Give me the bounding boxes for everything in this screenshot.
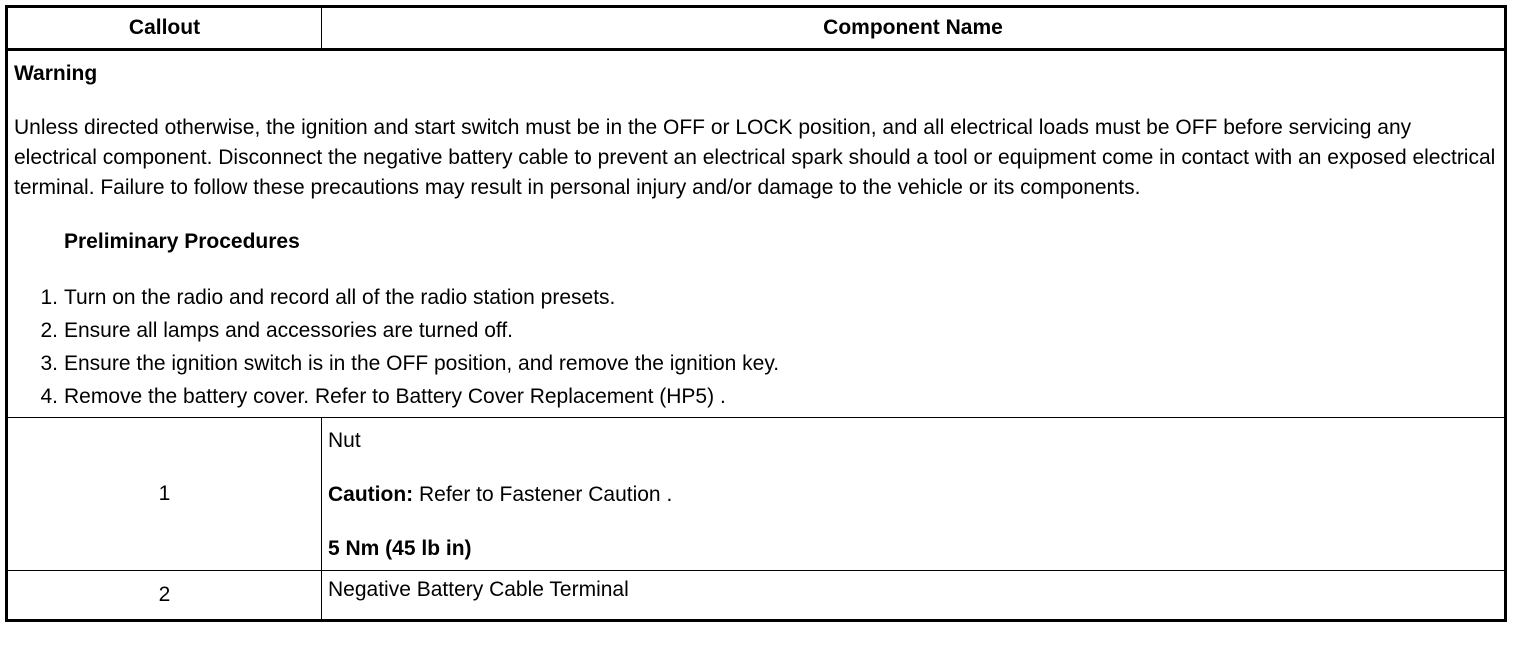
component-table bbox=[5, 5, 1507, 622]
component-name-cell bbox=[322, 571, 1506, 621]
caution-text: Refer to Fastener Caution . bbox=[413, 483, 673, 506]
component-name-cell bbox=[322, 418, 1506, 571]
caution-label: Caution: bbox=[328, 483, 414, 506]
component-name: Negative Battery Cable Terminal bbox=[328, 578, 629, 601]
step-text: Ensure all lamps and accessories are turned off. bbox=[64, 319, 514, 342]
list-item bbox=[14, 281, 1498, 314]
step-number: 1. bbox=[40, 286, 58, 309]
table-row bbox=[7, 418, 1506, 571]
step-number: 2. bbox=[40, 319, 58, 342]
caution-line bbox=[328, 480, 1498, 510]
preliminary-steps-list bbox=[14, 281, 1498, 413]
callout-cell: 2 bbox=[7, 571, 322, 621]
table-row bbox=[7, 571, 1506, 621]
header-component-name: Component Name bbox=[322, 7, 1506, 50]
list-item bbox=[14, 314, 1498, 347]
callout-cell: 1 bbox=[7, 418, 322, 571]
step-text: Remove the battery cover. Refer to Battery Cover Replacement (HP5) . bbox=[64, 385, 726, 408]
warning-text: Unless directed otherwise, the ignition and start switch must be in the OFF or LOCK position, and all electrical loads must be OFF before servicing any electrical component. Disconnect the negative battery cable to prevent an electrical spark should a tool or equipment come in contact with an exposed electrical terminal. Failure to follow these precautions may result in personal injury and/or damage to the vehicle or its components. bbox=[14, 116, 1496, 199]
warning-row bbox=[7, 50, 1506, 418]
warning-title: Warning bbox=[14, 62, 98, 85]
table-header-row bbox=[7, 7, 1506, 50]
header-callout: Callout bbox=[7, 7, 322, 50]
step-number: 3. bbox=[40, 352, 58, 375]
component-name: Nut bbox=[328, 429, 361, 452]
step-text: Turn on the radio and record all of the radio station presets. bbox=[64, 286, 616, 309]
list-item bbox=[14, 347, 1498, 380]
warning-cell bbox=[7, 50, 1506, 418]
step-text: Ensure the ignition switch is in the OFF position, and remove the ignition key. bbox=[64, 352, 780, 375]
step-number: 4. bbox=[40, 385, 58, 408]
preliminary-procedures-title: Preliminary Procedures bbox=[64, 230, 300, 253]
torque-spec: 5 Nm (45 lb in) bbox=[328, 537, 472, 560]
list-item bbox=[14, 380, 1498, 413]
